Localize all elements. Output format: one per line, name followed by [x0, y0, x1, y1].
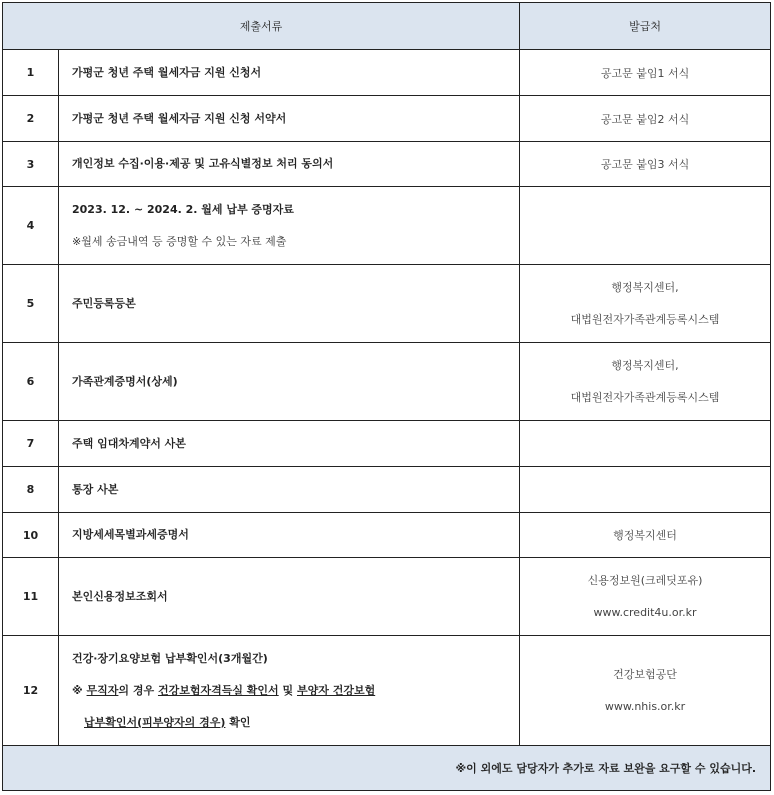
footer-row — [3, 746, 771, 791]
note-text: 및 — [278, 683, 297, 697]
document-name: 통장 사본 — [59, 467, 520, 513]
table-row — [3, 50, 771, 96]
note-text: 확인 — [225, 715, 251, 729]
document-cell — [59, 636, 520, 746]
row-number: 12 — [3, 636, 59, 746]
note-underline: 납부확인서(피부양자의 경우) — [84, 715, 226, 729]
table-row — [3, 187, 771, 265]
header-documents: 제출서류 — [3, 3, 520, 50]
issuer: 행정복지센터 — [520, 513, 771, 558]
issuer — [520, 421, 771, 467]
document-name: 가평군 청년 주택 월세자금 지원 신청서 — [59, 50, 520, 96]
document-name: 지방세세목별과세증명서 — [59, 513, 520, 558]
issuer-line: 행정복지센터, — [611, 280, 679, 294]
document-note — [72, 675, 519, 707]
issuer-cell — [520, 343, 771, 421]
issuer: 공고문 붙임1 서식 — [520, 50, 771, 96]
document-name: 건강·장기요양보험 납부확인서(3개월간) — [72, 651, 268, 665]
row-number: 5 — [3, 265, 59, 343]
document-name: 가족관계증명서(상세) — [59, 343, 520, 421]
issuer-line: 행정복지센터, — [611, 358, 679, 372]
issuer-line: 건강보험공단 — [613, 667, 677, 681]
table-row — [3, 513, 771, 558]
issuer-cell — [520, 636, 771, 746]
document-note — [72, 707, 519, 739]
table-row — [3, 636, 771, 746]
table-row — [3, 421, 771, 467]
footer-note: ※이 외에도 담당자가 추가로 자료 보완을 요구할 수 있습니다. — [3, 746, 771, 791]
issuer-cell — [520, 265, 771, 343]
issuer: 공고문 붙임2 서식 — [520, 96, 771, 142]
issuer — [520, 187, 771, 265]
document-note: ※월세 송금내역 등 증명할 수 있는 자료 제출 — [72, 234, 287, 248]
row-number: 10 — [3, 513, 59, 558]
note-underline: 부양자 건강보험 — [296, 683, 376, 697]
document-name: 주민등록등본 — [59, 265, 520, 343]
row-number: 6 — [3, 343, 59, 421]
document-name: 개인정보 수집·이용·제공 및 고유식별정보 처리 동의서 — [59, 142, 520, 187]
document-name: 본인신용정보조회서 — [59, 558, 520, 636]
table-row — [3, 142, 771, 187]
row-number: 2 — [3, 96, 59, 142]
table-row — [3, 467, 771, 513]
table-row — [3, 558, 771, 636]
table-row — [3, 96, 771, 142]
row-number: 1 — [3, 50, 59, 96]
document-name: 2023. 12. ~ 2024. 2. 월세 납부 증명자료 — [72, 202, 294, 216]
issuer-line: 신용정보원(크레딧포유) — [587, 573, 703, 587]
document-name: 가평군 청년 주택 월세자금 지원 신청 서약서 — [59, 96, 520, 142]
row-number: 7 — [3, 421, 59, 467]
note-underline: 건강보험자격득실 확인서 — [157, 683, 279, 697]
header-issuer: 발급처 — [520, 3, 771, 50]
note-text: 의 경우 — [118, 683, 158, 697]
table-row — [3, 343, 771, 421]
document-name: 주택 임대차계약서 사본 — [59, 421, 520, 467]
documents-table — [2, 2, 771, 791]
issuer-cell — [520, 558, 771, 636]
issuer: 공고문 붙임3 서식 — [520, 142, 771, 187]
row-number: 4 — [3, 187, 59, 265]
table-row — [3, 265, 771, 343]
note-prefix: ※ — [72, 683, 87, 697]
row-number: 11 — [3, 558, 59, 636]
issuer — [520, 467, 771, 513]
document-cell — [59, 187, 520, 265]
header-row — [3, 3, 771, 50]
row-number: 8 — [3, 467, 59, 513]
row-number: 3 — [3, 142, 59, 187]
issuer-line: www.credit4u.or.kr — [593, 605, 697, 619]
issuer-line: 대법원전자가족관계등록시스템 — [570, 312, 720, 326]
note-underline: 무직자 — [86, 683, 119, 697]
issuer-line: 대법원전자가족관계등록시스템 — [570, 390, 720, 404]
issuer-line: www.nhis.or.kr — [604, 699, 686, 713]
